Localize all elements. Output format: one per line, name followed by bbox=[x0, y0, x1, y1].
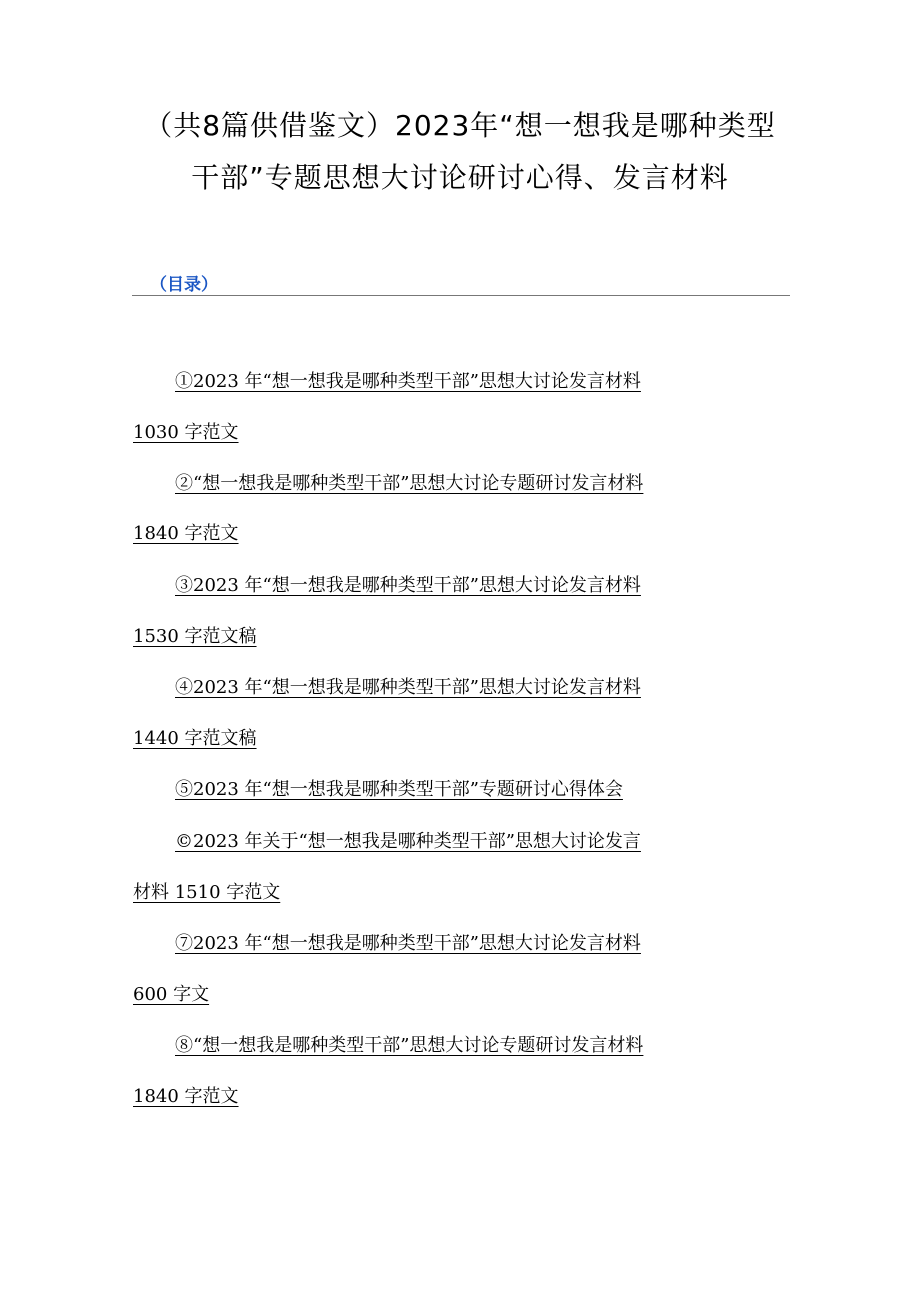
toc-entry-4-link-continued[interactable]: 1440 字范文稿 bbox=[133, 728, 257, 749]
toc-label: （目录） bbox=[150, 275, 218, 295]
toc-entry-3-link[interactable]: ③2023 年“想一想我是哪种类型干部”思想大讨论发言材料 bbox=[175, 575, 641, 596]
toc-entry-8-link-continued[interactable]: 1840 字范文 bbox=[133, 1086, 239, 1107]
title-line-1: （共8篇供借鉴文）2023年“想一想我是哪种类型 bbox=[144, 109, 776, 142]
toc-entry-7-link-continued[interactable]: 600 字文 bbox=[133, 984, 210, 1005]
toc-entry-2-link[interactable]: ②“想一想我是哪种类型干部”思想大讨论专题研讨发言材料 bbox=[175, 473, 644, 494]
toc-entry-6-link-continued[interactable]: 材料 1510 字范文 bbox=[133, 882, 281, 903]
toc-entry-7-link[interactable]: ⑦2023 年“想一想我是哪种类型干部”思想大讨论发言材料 bbox=[175, 933, 641, 954]
title-line-2: 干部”专题思想大讨论研讨心得、发言材料 bbox=[191, 161, 729, 194]
toc-entry-6-link[interactable]: ©2023 年关于“想一想我是哪种类型干部”思想大讨论发言 bbox=[175, 831, 641, 852]
toc-entry-8-link[interactable]: ⑧“想一想我是哪种类型干部”思想大讨论专题研讨发言材料 bbox=[175, 1035, 644, 1056]
toc-entry-5-link[interactable]: ⑤2023 年“想一想我是哪种类型干部”专题研讨心得体会 bbox=[175, 779, 623, 800]
toc-entry-1-link-continued[interactable]: 1030 字范文 bbox=[133, 422, 239, 443]
toc-entry-2-link-continued[interactable]: 1840 字范文 bbox=[133, 523, 239, 544]
toc-entry-1-link[interactable]: ①2023 年“想一想我是哪种类型干部”思想大讨论发言材料 bbox=[175, 371, 641, 392]
toc-entry-4-link[interactable]: ④2023 年“想一想我是哪种类型干部”思想大讨论发言材料 bbox=[175, 677, 641, 698]
toc-entry-3-link-continued[interactable]: 1530 字范文稿 bbox=[133, 626, 257, 647]
